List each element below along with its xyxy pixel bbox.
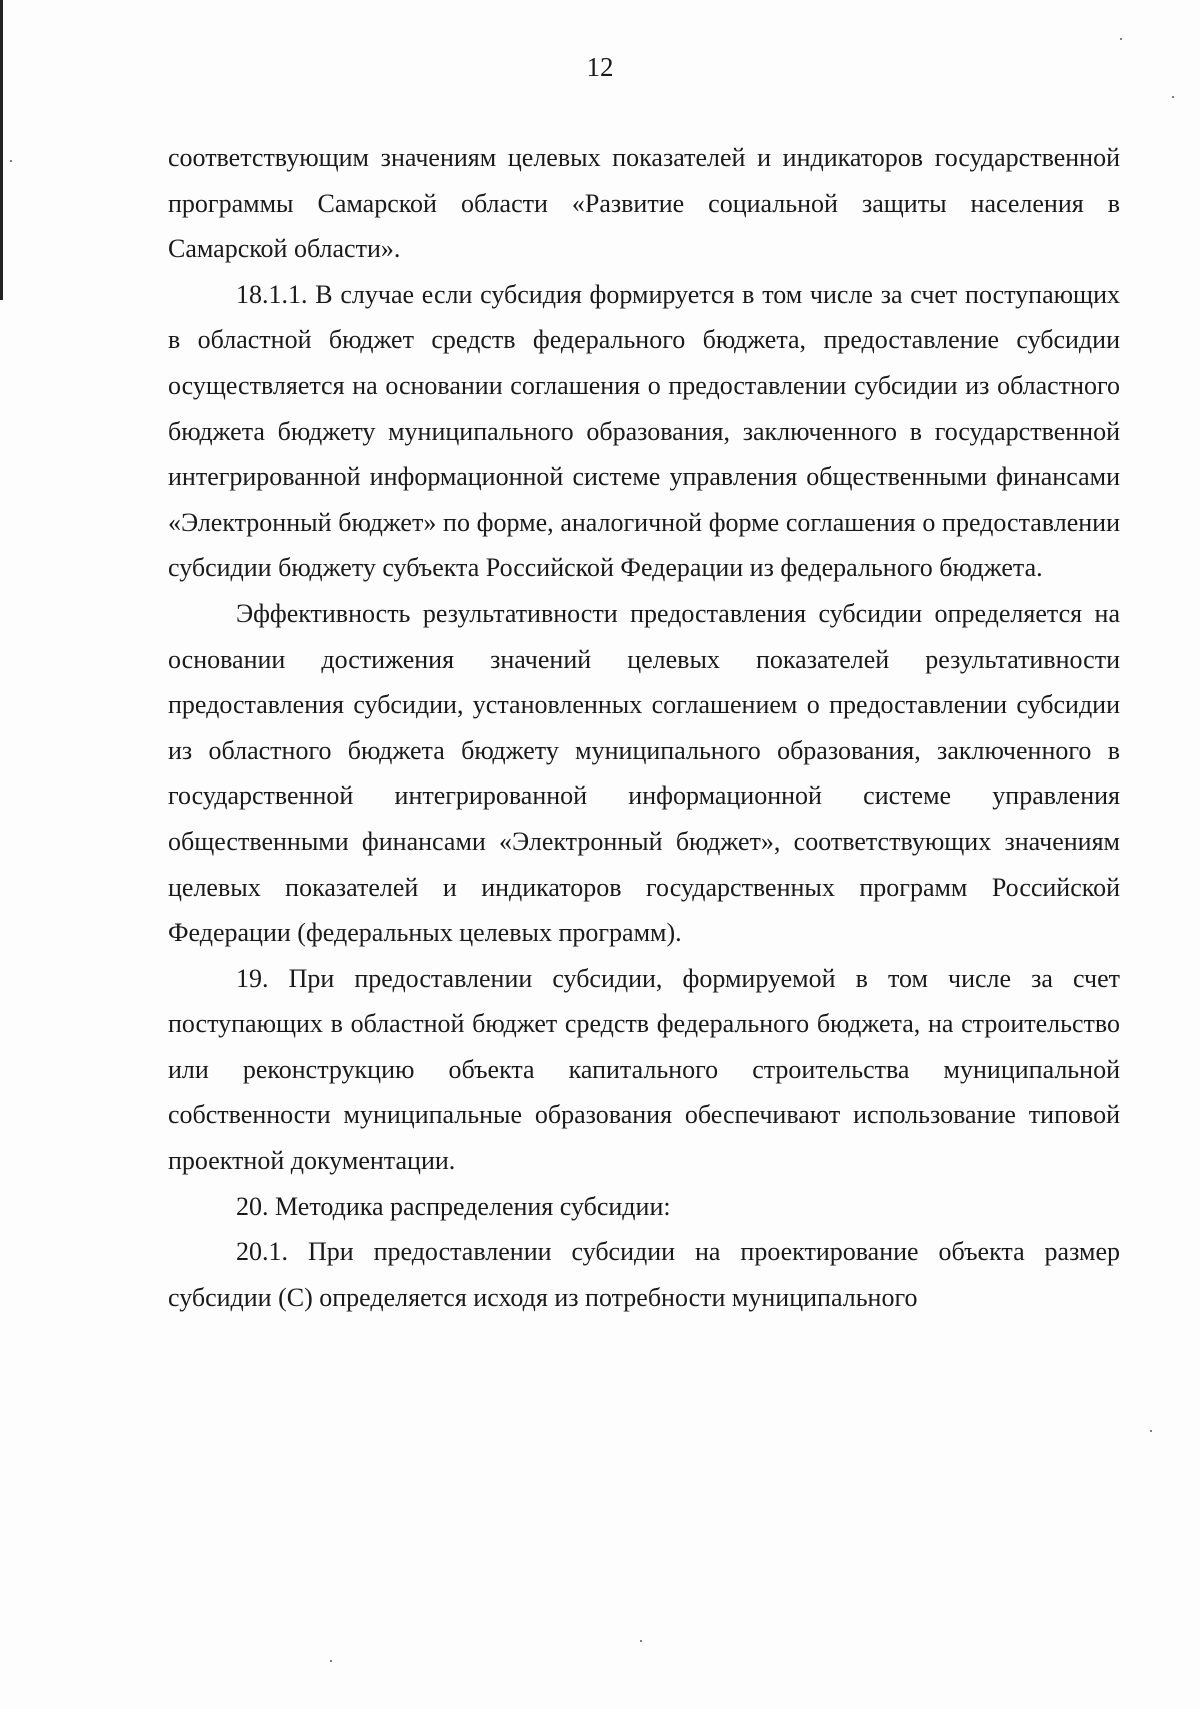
paragraph-effectiveness: Эффективность результативности предоставления субсидии определяется на основании достижения значений целевых показателей результативности предоставления субсидии, установленных соглашением о предоставлении субсидии из областного бюджета бюджету муниципального образования, заключенного в государственной интегрированной информационной системе управления общественными финансами «Электронный бюджет», соответствующих значениям целевых показателей и индикаторов государственных программ Российской Федерации (федеральных целевых программ).: [168, 598, 1120, 948]
scan-speck: [640, 1640, 642, 1642]
page-number: 12: [586, 52, 614, 82]
scan-speck: [10, 160, 12, 162]
paragraph-20: 20. Методика распределения субсидии:: [236, 1191, 671, 1221]
scan-speck: [330, 1660, 332, 1662]
scan-edge-shadow: [0, 0, 3, 300]
scan-speck: [1172, 96, 1174, 98]
paragraph-18-1-1: 18.1.1. В случае если субсидия формируется в том числе за счет поступающих в областной бюджет средств федерального бюджета, предоставление субсидии осуществляется на основании соглашения о предоставлении субсидии из областного бюджета бюджету муниципального образования, заключенного в государственной интегрированной информационной системе управления общественными финансами «Электронный бюджет» по форме, аналогичной форме соглашения о предоставлении субсидии бюджету субъекта Российской Федерации из федерального бюджета.: [168, 279, 1120, 583]
scan-speck: [1120, 38, 1122, 40]
paragraph-19: 19. При предоставлении субсидии, формируемой в том числе за счет поступающих в областной бюджет средств федерального бюджета, на строительство или реконструкцию объекта капитального строительства муниципальной собственности муниципальные образования обеспечивают использование типовой проектной документации.: [168, 963, 1120, 1176]
document-body: [168, 135, 1120, 1320]
paragraph-20-1: 20.1. При предоставлении субсидии на проектирование объекта размер субсидии (С) определяется исходя из потребности муниципального: [168, 1237, 1120, 1312]
paragraph-continuation: соответствующим значениям целевых показателей и индикаторов государственной программы Самарской области «Развитие социальной защиты населения в Самарской области».: [168, 143, 1120, 264]
scan-speck: [1150, 1430, 1152, 1432]
